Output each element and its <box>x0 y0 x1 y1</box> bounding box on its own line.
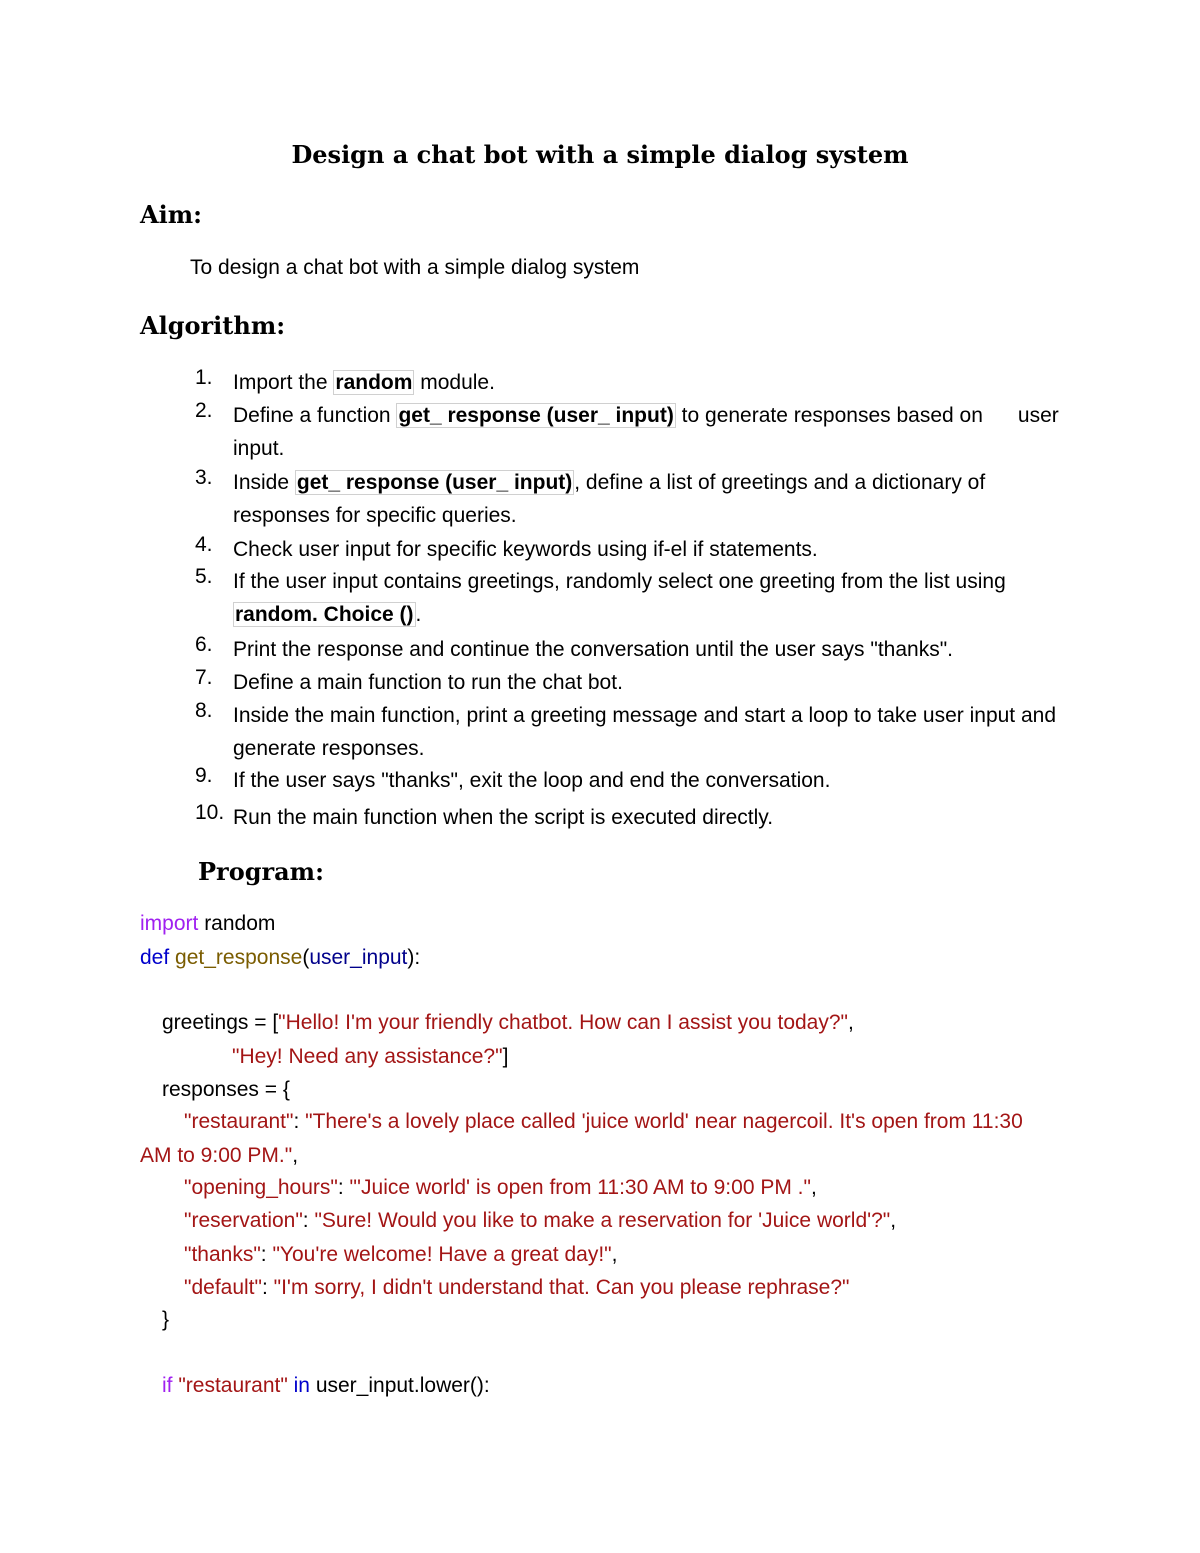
page-title: Design a chat bot with a simple dialog system <box>291 140 909 169</box>
code-term: get_ response (user_ input) <box>398 404 674 427</box>
code-line: import random <box>140 912 276 935</box>
aim-heading: Aim: <box>140 200 202 229</box>
code-line: "restaurant": "There's a lovely place called 'juice world' near nagercoil. It's open from 11:30 <box>184 1110 1023 1133</box>
aim-text: To design a chat bot with a simple dialog system <box>190 256 640 279</box>
code-line: if "restaurant" in user_input.lower(): <box>162 1374 490 1397</box>
code-line: "opening_hours": "'Juice world' is open from 11:30 AM to 9:00 PM .", <box>184 1176 817 1199</box>
code-line: def get_response(user_input): <box>140 946 421 969</box>
code-term: random <box>335 371 413 394</box>
program-heading: Program: <box>198 857 324 886</box>
code-term: random. Choice () <box>235 603 414 626</box>
code-line: "Hey! Need any assistance?"] <box>232 1045 509 1068</box>
code-line: responses = { <box>162 1078 290 1101</box>
code-line: AM to 9:00 PM.", <box>140 1144 299 1167</box>
code-term: get_ response (user_ input) <box>296 471 573 494</box>
code-line: greetings = ["Hello! I'm your friendly chatbot. How can I assist you today?", <box>162 1011 854 1034</box>
code-line: "thanks": "You're welcome! Have a great day!", <box>184 1243 618 1266</box>
code-line: "default": "I'm sorry, I didn't understand that. Can you please rephrase?" <box>184 1276 850 1299</box>
code-line: } <box>162 1308 170 1331</box>
algorithm-heading: Algorithm: <box>140 311 286 340</box>
code-line: "reservation": "Sure! Would you like to make a reservation for 'Juice world'?", <box>184 1209 897 1232</box>
